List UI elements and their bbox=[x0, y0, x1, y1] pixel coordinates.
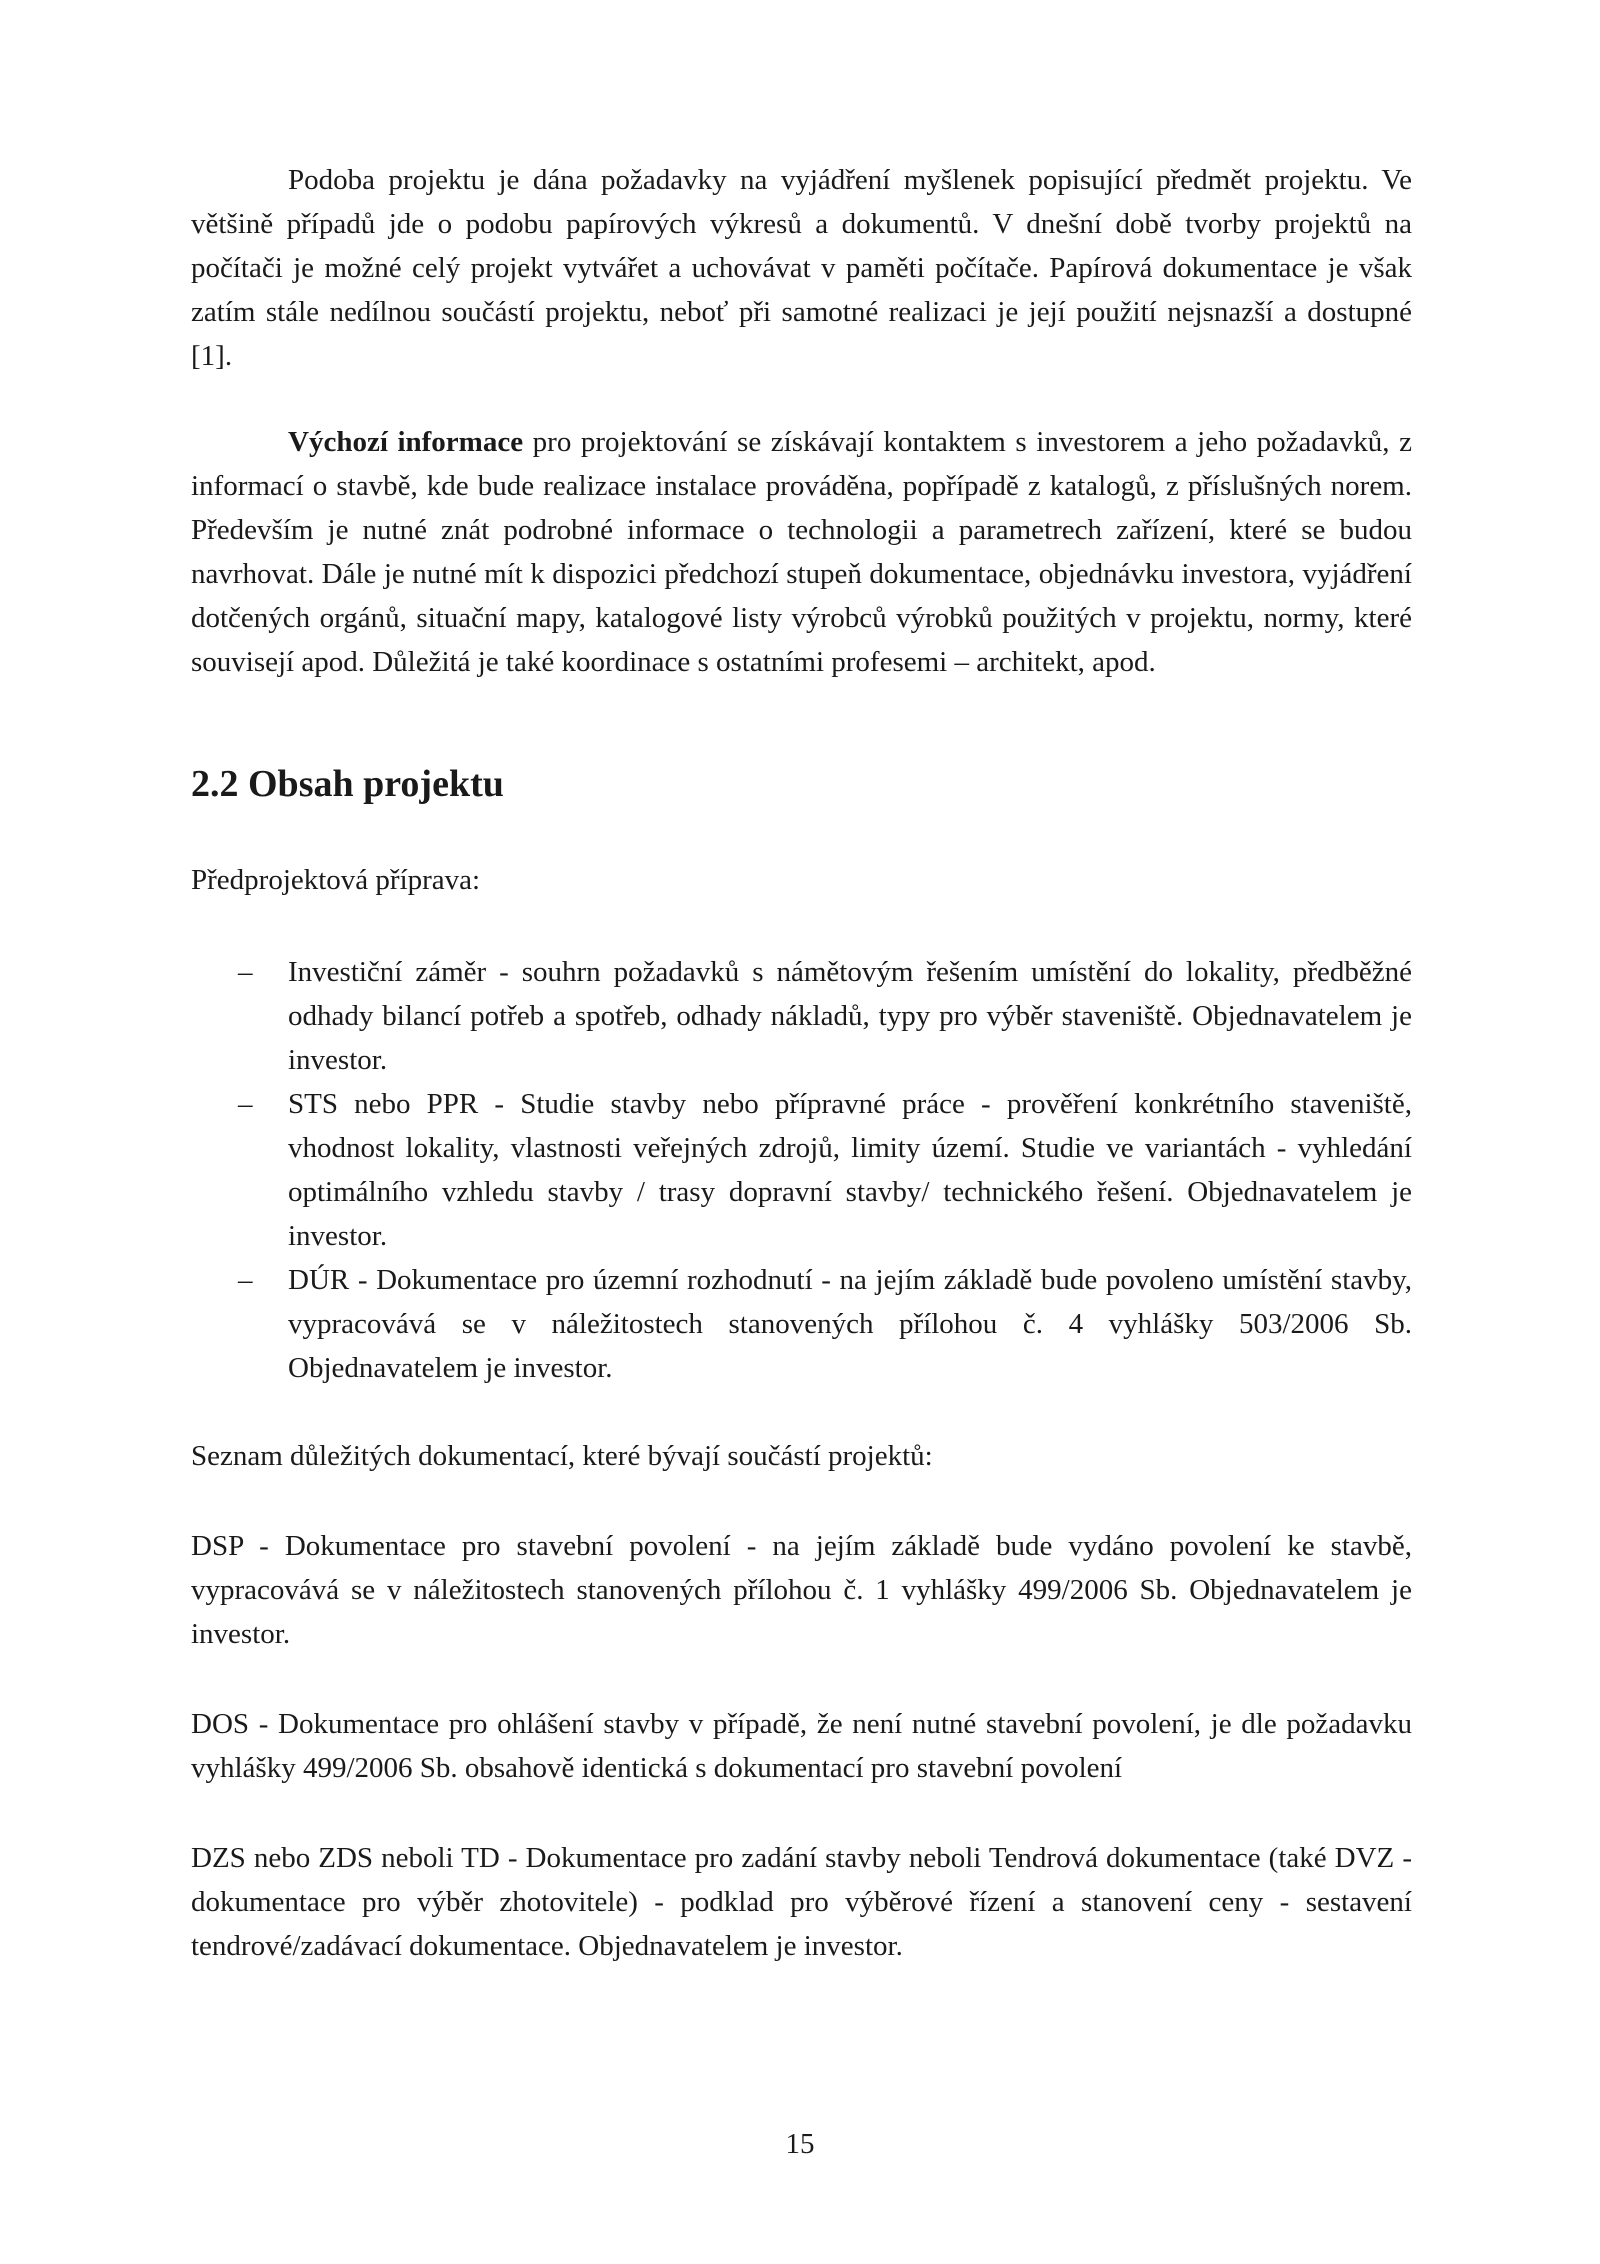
dash-marker: – bbox=[238, 1088, 253, 1120]
list-item bbox=[191, 1082, 1412, 1258]
preproject-intro: Předprojektová příprava: bbox=[191, 864, 481, 896]
bold-term: Výchozí informace bbox=[288, 426, 524, 458]
list-item bbox=[191, 1258, 1412, 1390]
paragraph-text: pro projektování se získávají kontaktem s investorem a jeho požadavků, z informací o stavbě, kde bude realizace instalace prováděna, popřípadě z katalogů, z příslušných norem. Především je nutné znát podrobné informace o technologii a parametrech zařízení, které se budou navrhovat. Dále je nutné mít k dispozici předchozí stupeň dokumentace, objednávku investora, vyjádření dotčených orgánů, situační mapy, katalogové listy výrobců výrobků použitých v projektu, normy, které souvisejí apod. Důležitá je také koordinace s ostatními profesemi – architekt, apod. bbox=[191, 426, 1412, 678]
documentation-intro: Seznam důležitých dokumentací, které bývají součástí projektů: bbox=[191, 1440, 933, 1472]
list-item-text: STS nebo PPR - Studie stavby nebo přípravné práce - prověření konkrétního staveniště, vhodnost lokality, vlastnosti veřejných zdrojů, limity území. Studie ve variantách - vyhledání optimálního vzhledu stavby / trasy dopravní stavby/ technického řešení. Objednavatelem je investor. bbox=[288, 1088, 1412, 1252]
dash-marker: – bbox=[238, 1264, 253, 1296]
preproject-list bbox=[191, 950, 1412, 1390]
list-item-text: Investiční záměr - souhrn požadavků s námětovým řešením umístění do lokality, předběžné odhady bilancí potřeb a spotřeb, odhady nákladů, typy pro výběr staveniště. Objednavatelem je investor. bbox=[288, 956, 1412, 1076]
documentation-list bbox=[191, 1434, 1412, 1968]
documentation-item-dzs: DZS nebo ZDS neboli TD - Dokumentace pro zadání stavby neboli Tendrová dokumentace (také DVZ - dokumentace pro výběr zhotovitele) - podklad pro výběrové řízení a stanovení ceny - sestavení tendrové/zadávací dokumentace. Objednavatelem je investor. bbox=[191, 1842, 1412, 1962]
documentation-item-dos: DOS - Dokumentace pro ohlášení stavby v případě, že není nutné stavební povolení, je dle požadavku vyhlášky 499/2006 Sb. obsahově identická s dokumentací pro stavební povolení bbox=[191, 1708, 1412, 1784]
page-number: 15 bbox=[785, 2128, 815, 2160]
paragraph-input-information bbox=[191, 420, 1412, 684]
documentation-item-dsp: DSP - Dokumentace pro stavební povolení - na jejím základě bude vydáno povolení ke stavbě, vypracovává se v náležitostech stanovených přílohou č. 1 vyhlášky 499/2006 Sb. Objednavatelem je investor. bbox=[191, 1530, 1412, 1650]
section-heading: 2.2 Obsah projektu bbox=[191, 763, 504, 805]
list-item bbox=[191, 950, 1412, 1082]
dash-marker: – bbox=[238, 956, 253, 988]
paragraph-project-form: Podoba projektu je dána požadavky na vyjádření myšlenek popisující předmět projektu. Ve většině případů jde o podobu papírových výkresů a dokumentů. V dnešní době tvorby projektů na počítači je možné celý projekt vytvářet a uchovávat v paměti počítače. Papírová dokumentace je však zatím stále nedílnou součástí projektu, neboť při samotné realizaci je její použití nejsnazší a dostupné [1]. bbox=[191, 164, 1412, 372]
page-content bbox=[191, 158, 1412, 1968]
list-item-text: DÚR - Dokumentace pro územní rozhodnutí - na jejím základě bude povoleno umístění stavby, vypracovává se v náležitostech stanovených přílohou č. 4 vyhlášky 503/2006 Sb. Objednavatelem je investor. bbox=[288, 1264, 1412, 1384]
